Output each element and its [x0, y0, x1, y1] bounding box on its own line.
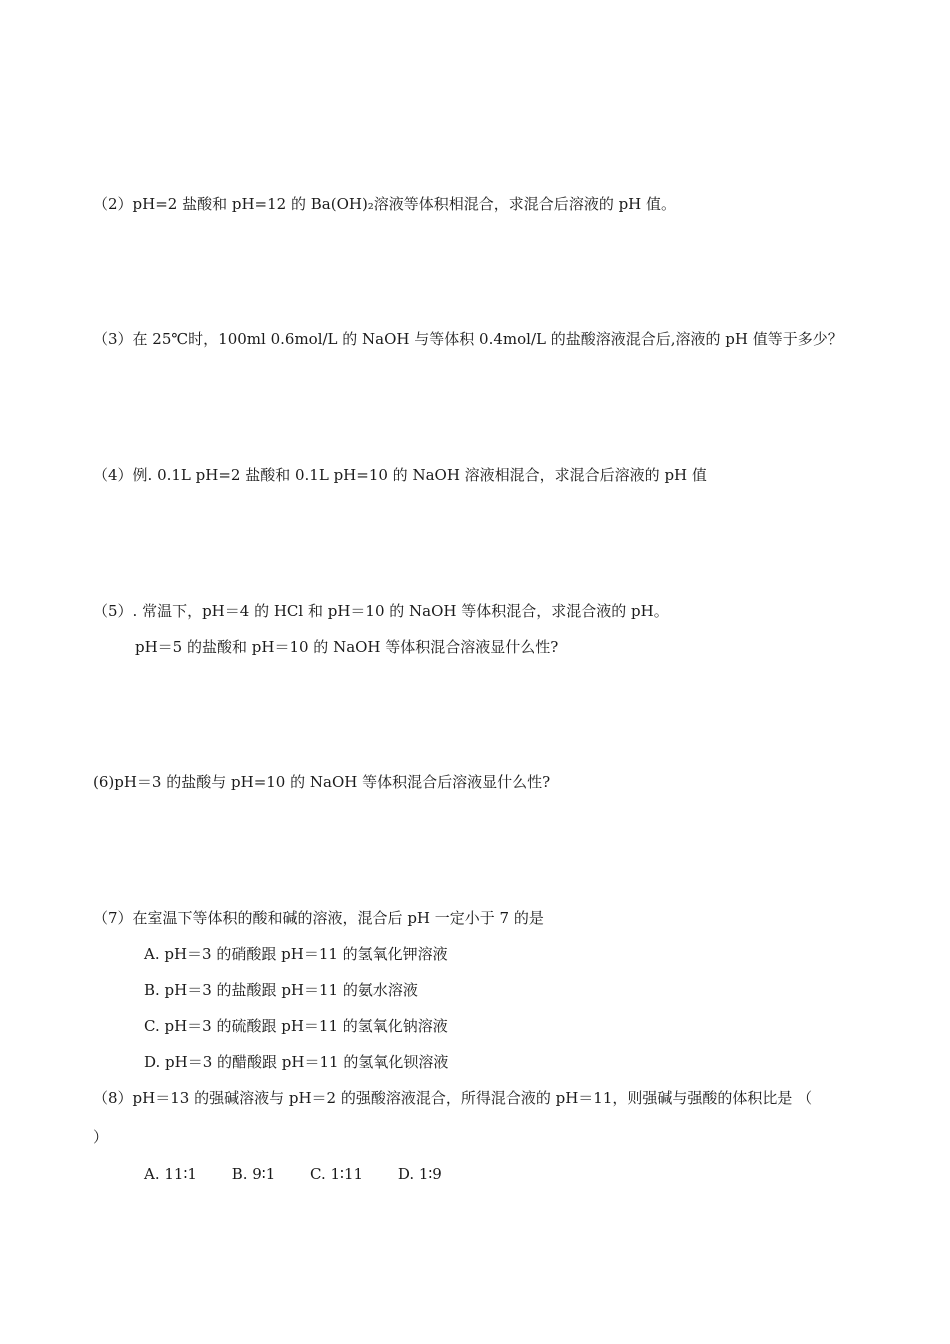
question-7-option-a: A. pH＝3 的硝酸跟 pH＝11 的氢氧化钾溶液	[144, 945, 448, 963]
question-8-option-d: D. 1∶9	[397, 1165, 442, 1183]
question-8-option-c: C. 1∶11	[310, 1165, 364, 1183]
question-8-option-b: B. 9∶1	[231, 1165, 276, 1183]
question-7-option-d: D. pH＝3 的醋酸跟 pH＝11 的氢氧化钡溶液	[144, 1053, 449, 1071]
question-4: （4）例. 0.1L pH=2 盐酸和 0.1L pH=10 的 NaOH 溶液相混合，求混合后溶液的 pH 值	[93, 466, 707, 484]
question-8-option-a: A. 11∶1	[144, 1165, 197, 1183]
question-2: （2）pH=2 盐酸和 pH=12 的 Ba(OH)₂溶液等体积相混合，求混合后溶液的 pH 值。	[93, 195, 677, 213]
question-8-options	[144, 1164, 472, 1184]
question-7-option-b: B. pH＝3 的盐酸跟 pH＝11 的氨水溶液	[144, 981, 418, 999]
question-5-line-2: pH＝5 的盐酸和 pH＝10 的 NaOH 等体积混合溶液显什么性?	[135, 638, 559, 656]
question-3: （3）在 25℃时，100ml 0.6mol/L 的 NaOH 与等体积 0.4mol/L 的盐酸溶液混合后,溶液的 pH 值等于多少？	[93, 330, 843, 348]
question-8-stem-line-2: ）	[93, 1128, 109, 1146]
question-6: (6)pH＝3 的盐酸与 pH=10 的 NaOH 等体积混合后溶液显什么性?	[93, 773, 551, 791]
question-8-stem-line-1: （8）pH＝13 的强碱溶液与 pH＝2 的强酸溶液混合，所得混合液的 pH＝11，则强碱与强酸的体积比是 （	[93, 1089, 813, 1107]
question-5-line-1: （5）. 常温下，pH＝4 的 HCl 和 pH＝10 的 NaOH 等体积混合，求混合液的 pH。	[93, 602, 669, 620]
question-7-stem: （7）在室温下等体积的酸和碱的溶液，混合后 pH 一定小于 7 的是	[93, 909, 544, 927]
question-7-option-c: C. pH＝3 的硫酸跟 pH＝11 的氢氧化钠溶液	[144, 1017, 448, 1035]
